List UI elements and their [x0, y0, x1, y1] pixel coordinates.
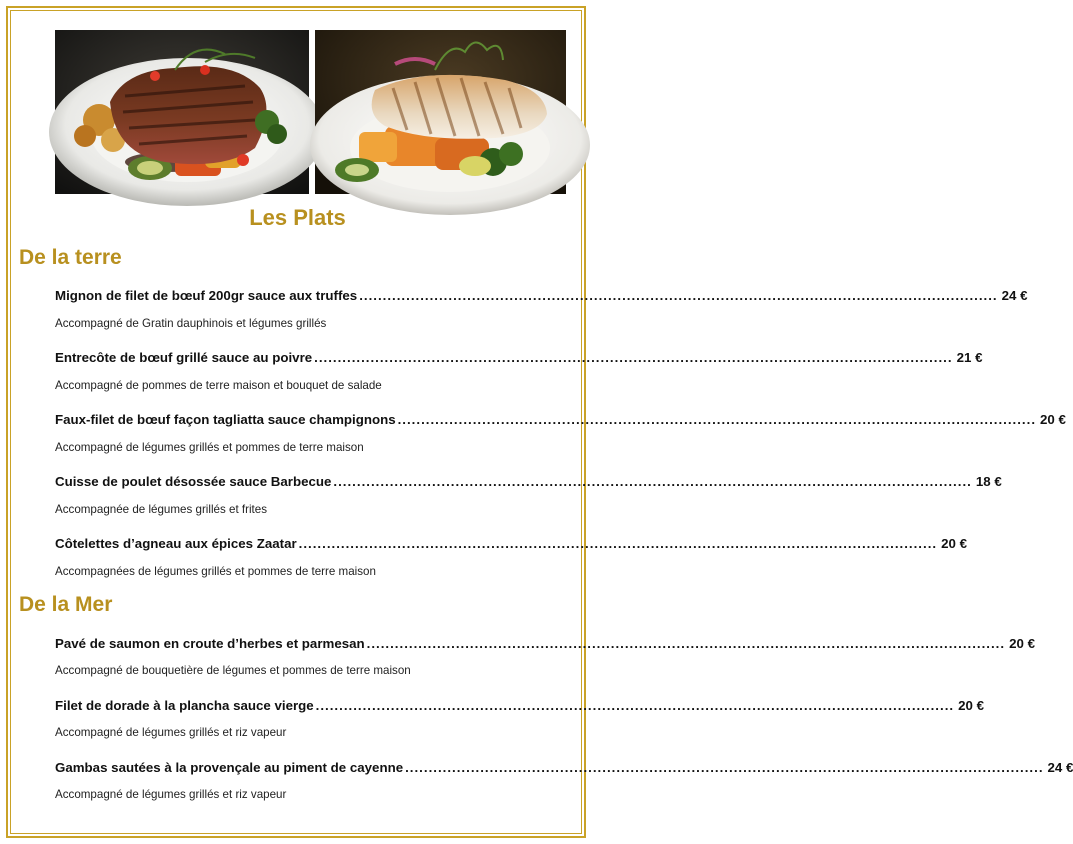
dish-name: Pavé de saumon en croute d’herbes et parmesan	[55, 636, 365, 651]
page-title: Les Plats	[249, 205, 346, 230]
dish-name: Côtelettes d’agneau aux épices Zaatar	[55, 536, 297, 551]
dish-name: Cuisse de poulet désossée sauce Barbecue	[55, 474, 332, 489]
dish-description: Accompagnée de légumes grillés et frites	[55, 503, 268, 516]
dot-leader	[367, 636, 1005, 651]
dish-description: Accompagné de Gratin dauphinois et légumes grillés	[55, 317, 327, 330]
dish-description: Accompagné de bouquetière de légumes et pommes de terre maison	[55, 664, 411, 677]
dot-leader	[359, 288, 997, 303]
dish-row	[55, 288, 1028, 303]
dish-price: 20 €	[1040, 412, 1066, 427]
dish-row	[55, 412, 1066, 427]
dish-price: 20 €	[958, 698, 984, 713]
dish-price: 18 €	[975, 474, 1002, 489]
dot-leader	[405, 760, 1043, 775]
dish-description: Accompagné de légumes grillés et pommes de terre maison	[55, 441, 364, 454]
dot-leader	[299, 536, 937, 551]
dish-name: Gambas sautées à la provençale au piment de cayenne	[55, 760, 404, 775]
dish-row	[55, 760, 1073, 775]
dish-price: 21 €	[956, 350, 983, 365]
dish-description: Accompagnées de légumes grillés et pommes de terre maison	[55, 565, 376, 578]
steak-dish-photo	[55, 30, 309, 194]
dish-row	[55, 474, 1002, 489]
dish-price: 20 €	[941, 536, 967, 551]
dish-name: Entrecôte de bœuf grillé sauce au poivre	[55, 350, 313, 365]
dot-leader	[333, 474, 971, 489]
dish-name: Filet de dorade à la plancha sauce vierge	[55, 698, 314, 713]
dish-row	[55, 536, 967, 551]
fish-dish-photo	[315, 30, 566, 194]
dish-price: 20 €	[1009, 636, 1035, 651]
dish-price: 24 €	[1047, 760, 1073, 775]
dish-description: Accompagné de légumes grillés et riz vapeur	[55, 726, 287, 739]
section-title: De la terre	[19, 246, 122, 269]
dot-leader	[316, 698, 954, 713]
dot-leader	[398, 412, 1036, 427]
dish-name: Faux-filet de bœuf façon tagliatta sauce champignons	[55, 412, 396, 427]
dish-row	[55, 636, 1035, 651]
dot-leader	[314, 350, 952, 365]
dish-description: Accompagné de légumes grillés et riz vapeur	[55, 788, 287, 801]
dish-price: 24 €	[1001, 288, 1028, 303]
dish-description: Accompagné de pommes de terre maison et bouquet de salade	[55, 379, 382, 392]
dish-row	[55, 698, 984, 713]
dish-name: Mignon de filet de bœuf 200gr sauce aux truffes	[55, 288, 358, 303]
dish-row	[55, 350, 983, 365]
section-title: De la Mer	[19, 593, 113, 616]
